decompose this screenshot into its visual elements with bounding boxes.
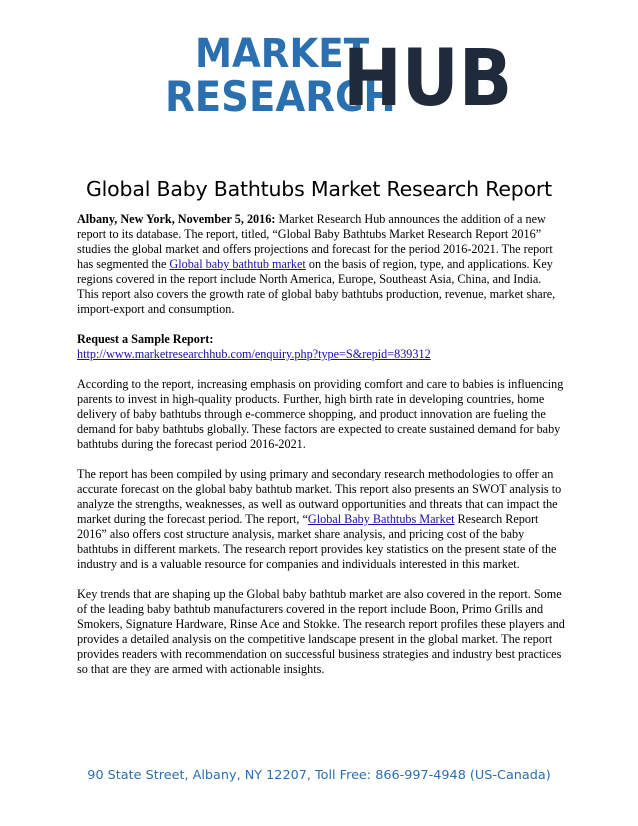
global-baby-bathtubs-market-link[interactable]: Global Baby Bathtubs Market (307, 512, 455, 526)
intro-text-1: Market Research Hub announces the addition of a new report to its database. The report, titled, “Global Baby Bathtubs Market Research Report 2016” studies the global market and offers projections and forecast for the period 2016-2021. The report has segmented the (77, 212, 553, 271)
body-paragraph-4: Key trends that are shaping up the Global baby bathtub market are also covered in the report. Some of the leading baby bathtub manufacturers covered in the report include Boon, Primo Grills and Smokers, Signature Hardware, Rinse Ace and Stokke. The research report profiles these players and provides a detailed analysis on the competitive landscape present in the global market. The report provides readers with recommendation on successful business strategies and industry best practices so that are they are armed with actionable insights. (77, 587, 565, 676)
p3-text-2: Research Report 2016” also offers cost structure analysis, market share analysis, and pricing cost of the baby bathtubs in different markets. The research report provides key statistics on the present state of the industry and is a valuable resource for companies and individuals interested in this market. (77, 512, 557, 571)
intro-paragraph (77, 212, 565, 317)
intro-text-2: on the basis of region, type, and applications. Key regions covered in the report include North America, Europe, Southeast Asia, China, and India. This report also covers the growth rate of global baby bathtubs production, revenue, market share, import-export and consumption. (77, 257, 556, 316)
dateline: Albany, New York, November 5, 2016: (77, 212, 276, 226)
request-sample-paragraph (77, 347, 565, 362)
p3-text-1: The report has been compiled by using primary and secondary research methodologies to offer an accurate forecast on the global baby bathtub market. This report also presents an SWOT analysis to analyze the strengths, weaknesses, as well as outward opportunities and threats that can impact the market during the forecast period. The report, “ (77, 467, 562, 526)
body-paragraph-3 (77, 467, 565, 572)
logo-word-market: MARKET (195, 31, 370, 77)
logo-word-research: RESEARCH (165, 72, 396, 121)
request-sample-link[interactable]: http://www.marketresearchhub.com/enquiry.php?type=S&repid=839312 (77, 347, 431, 361)
article-body (77, 212, 565, 692)
page-title: Global Baby Bathtubs Market Research Report (86, 177, 552, 201)
global-baby-bathtub-market-link[interactable]: Global baby bathtub market (169, 257, 306, 271)
logo-word-hub: HUB (343, 34, 513, 124)
market-research-hub-logo (165, 31, 513, 132)
footer-address: 90 State Street, Albany, NY 12207, Toll Free: 866-997-4948 (US-Canada) (87, 768, 551, 783)
request-sample-heading: Request a Sample Report: (77, 332, 214, 346)
body-paragraph-2: According to the report, increasing emphasis on providing comfort and care to babies is influencing parents to invest in high-quality products. Further, high birth rate in developing countries, home delivery of baby bathtubs through e-commerce shopping, and product innovation are fueling the demand for baby bathtubs globally. These factors are expected to create sustained demand for baby bathtubs during the forecast period 2016-2021. (77, 377, 564, 451)
